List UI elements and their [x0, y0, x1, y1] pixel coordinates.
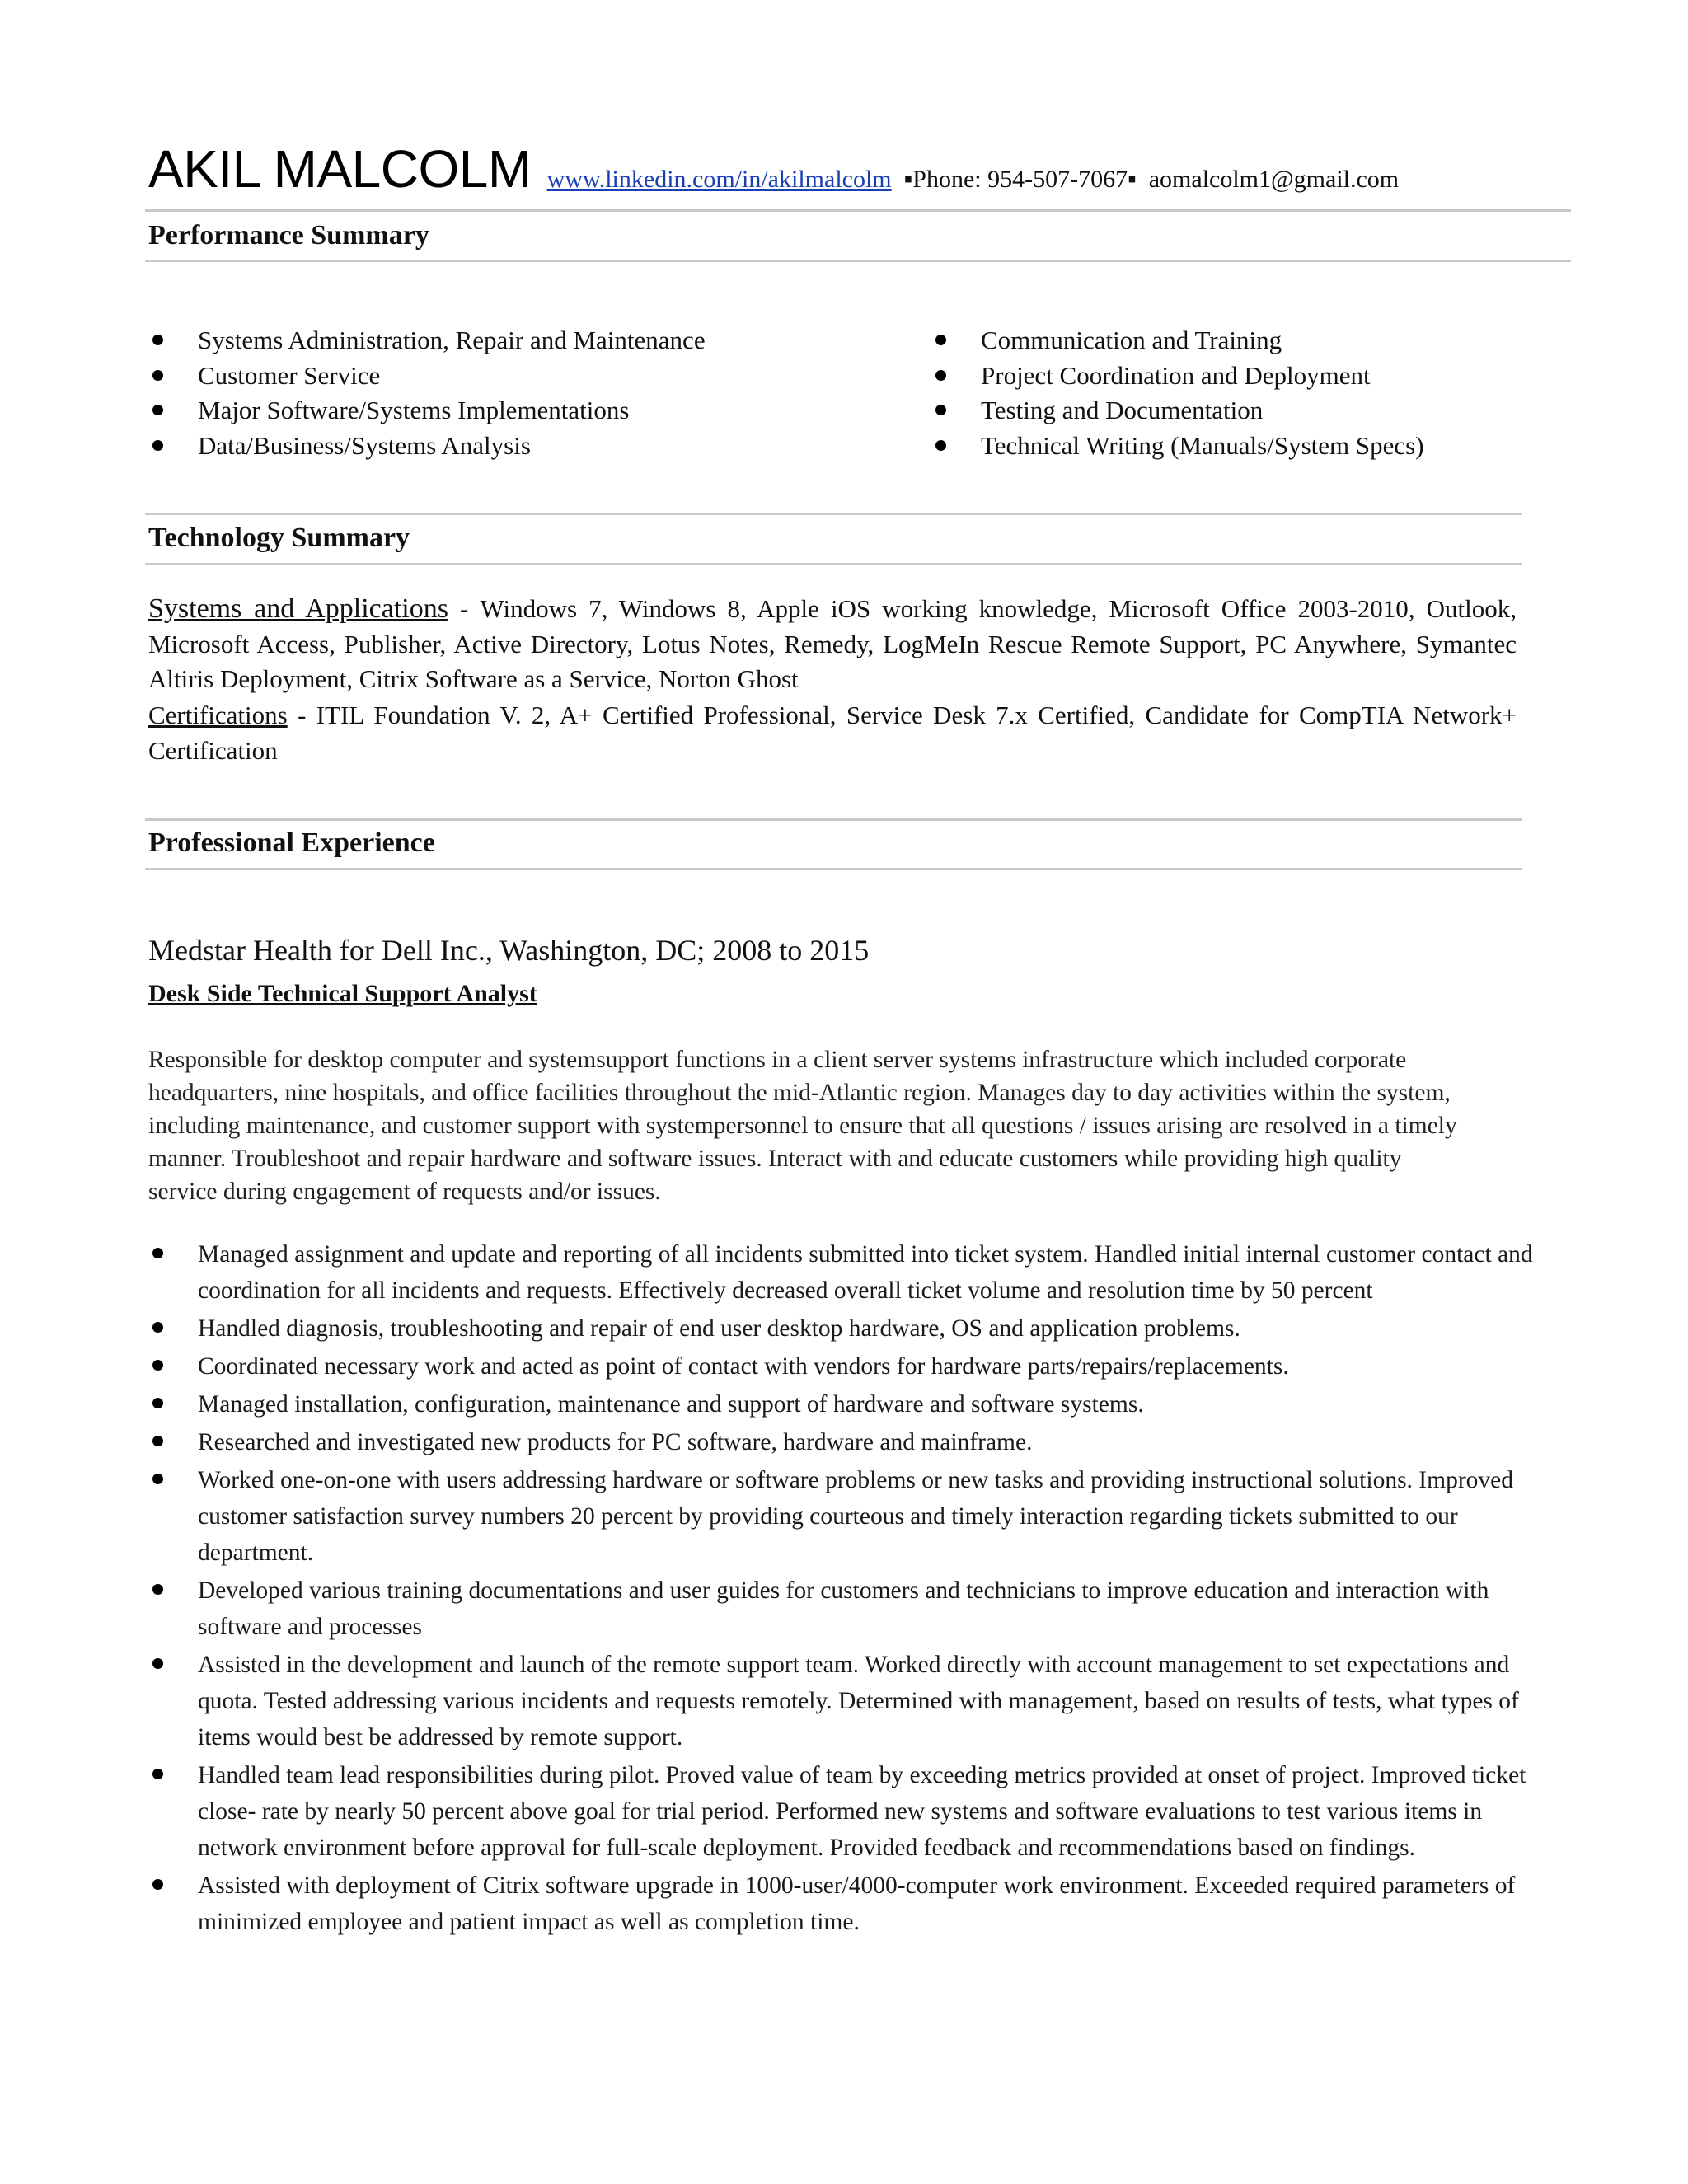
systems-separator: - — [448, 594, 481, 623]
systems-text: Windows 7, Windows 8, Apple iOS working knowledge, Microsoft Office 2003-2010, Outlook, Microsoft Access, Publisher, Active Directory, Lotus Notes, Remedy, LogMeIn Rescue Remote Support, PC Anywhere, Symantec Altiris Deployment, Citrix Software as a Service, Norton Ghost — [148, 594, 1517, 693]
divider — [145, 513, 1522, 515]
company-heading: Medstar Health for Dell Inc., Washington, DC; 2008 to 2015 — [148, 934, 870, 967]
performance-list-right — [931, 323, 1424, 463]
performance-item: Major Software/Systems Implementations — [148, 393, 706, 429]
header — [148, 138, 1399, 199]
certifications — [148, 698, 1517, 768]
certifications-text: ITIL Foundation V. 2, A+ Certified Professional, Service Desk 7.x Certified, Candidate for CompTIA Network+ Certification — [148, 701, 1517, 765]
performance-item: Customer Service — [148, 359, 706, 394]
experience-bullet: Assisted with deployment of Citrix software upgrade in 1000-user/4000-computer work environment. Exceeded required parameters of minimized employee and patient impact as well as completion time. — [148, 1868, 1533, 1940]
systems-label: Systems and Applications — [148, 593, 448, 624]
systems-applications — [148, 592, 1517, 697]
experience-bullet: Worked one-on-one with users addressing hardware or software problems or new tasks and providing instructional solutions. Improved customer satisfaction survey numbers 20 percent by providing courteous and timely interaction regarding tickets submitted to our department. — [148, 1462, 1533, 1571]
phone: ▪Phone: 954-507-7067▪ — [903, 166, 1137, 193]
performance-item: Systems Administration, Repair and Maintenance — [148, 323, 706, 359]
performance-item: Communication and Training — [931, 323, 1424, 359]
experience-bullet: Handled team lead responsibilities during pilot. Proved value of team by exceeding metrics provided at onset of project. Improved ticket close- rate by nearly 50 percent above goal for trial period. Performed new systems and software evaluations to test various items in network environment before approval for full-scale deployment. Provided feedback and recommendations based on findings. — [148, 1757, 1533, 1866]
performance-list-left — [148, 323, 706, 463]
divider — [145, 868, 1522, 870]
experience-list — [148, 1236, 1533, 1942]
linkedin-link[interactable]: www.linkedin.com/in/akilmalcolm — [546, 166, 892, 193]
job-summary: Responsible for desktop computer and systemsupport functions in a client server systems infrastructure which included corporate headquarters, nine hospitals, and office facilities throughout the mid-Atlantic region. Manages day to day activities within the system, including maintenance, and customer support with systempersonnel to ensure that all questions / issues arising are resolved in a timely manner. Troubleshoot and repair hardware and software issues. Interact with and educate customers while providing high quality service during engagement of requests and/or issues. — [148, 1047, 1457, 1205]
performance-item: Data/Business/Systems Analysis — [148, 429, 706, 464]
email: aomalcolm1@gmail.com — [1148, 166, 1400, 193]
performance-item: Technical Writing (Manuals/System Specs) — [931, 429, 1424, 464]
divider — [145, 209, 1571, 212]
certifications-separator: - — [287, 701, 316, 729]
certifications-label: Certifications — [148, 701, 288, 729]
divider — [145, 260, 1571, 262]
experience-bullet: Coordinated necessary work and acted as point of contact with vendors for hardware parts/repairs/replacements. — [148, 1348, 1533, 1385]
experience-bullet: Managed assignment and update and reporting of all incidents submitted into ticket system. Handled initial internal customer contact and coordination for all incidents and requests. Effectively decreased overall ticket volume and resolution time by 50 percent — [148, 1236, 1533, 1309]
experience-bullet: Developed various training documentations and user guides for customers and technicians to improve education and interaction with software and processes — [148, 1572, 1533, 1645]
performance-item: Project Coordination and Deployment — [931, 359, 1424, 394]
performance-item: Testing and Documentation — [931, 393, 1424, 429]
divider — [145, 818, 1522, 821]
section-title-experience: Professional Experience — [148, 827, 435, 858]
contact-info — [535, 166, 1399, 193]
section-title-technology: Technology Summary — [148, 523, 410, 553]
section-title-performance: Performance Summary — [148, 220, 429, 251]
experience-bullet: Assisted in the development and launch of the remote support team. Worked directly with account management to set expectations and quota. Tested addressing various incidents and requests remotely. Determined with management, based on results of tests, what types of items would best be addressed by remote support. — [148, 1647, 1533, 1755]
experience-bullet: Researched and investigated new products for PC software, hardware and mainframe. — [148, 1424, 1533, 1460]
job-title: Desk Side Technical Support Analyst — [148, 980, 537, 1007]
candidate-name: AKIL MALCOLM — [148, 139, 532, 199]
experience-bullet: Handled diagnosis, troubleshooting and repair of end user desktop hardware, OS and application problems. — [148, 1310, 1533, 1347]
divider — [145, 563, 1522, 565]
experience-bullet: Managed installation, configuration, maintenance and support of hardware and software systems. — [148, 1386, 1533, 1422]
